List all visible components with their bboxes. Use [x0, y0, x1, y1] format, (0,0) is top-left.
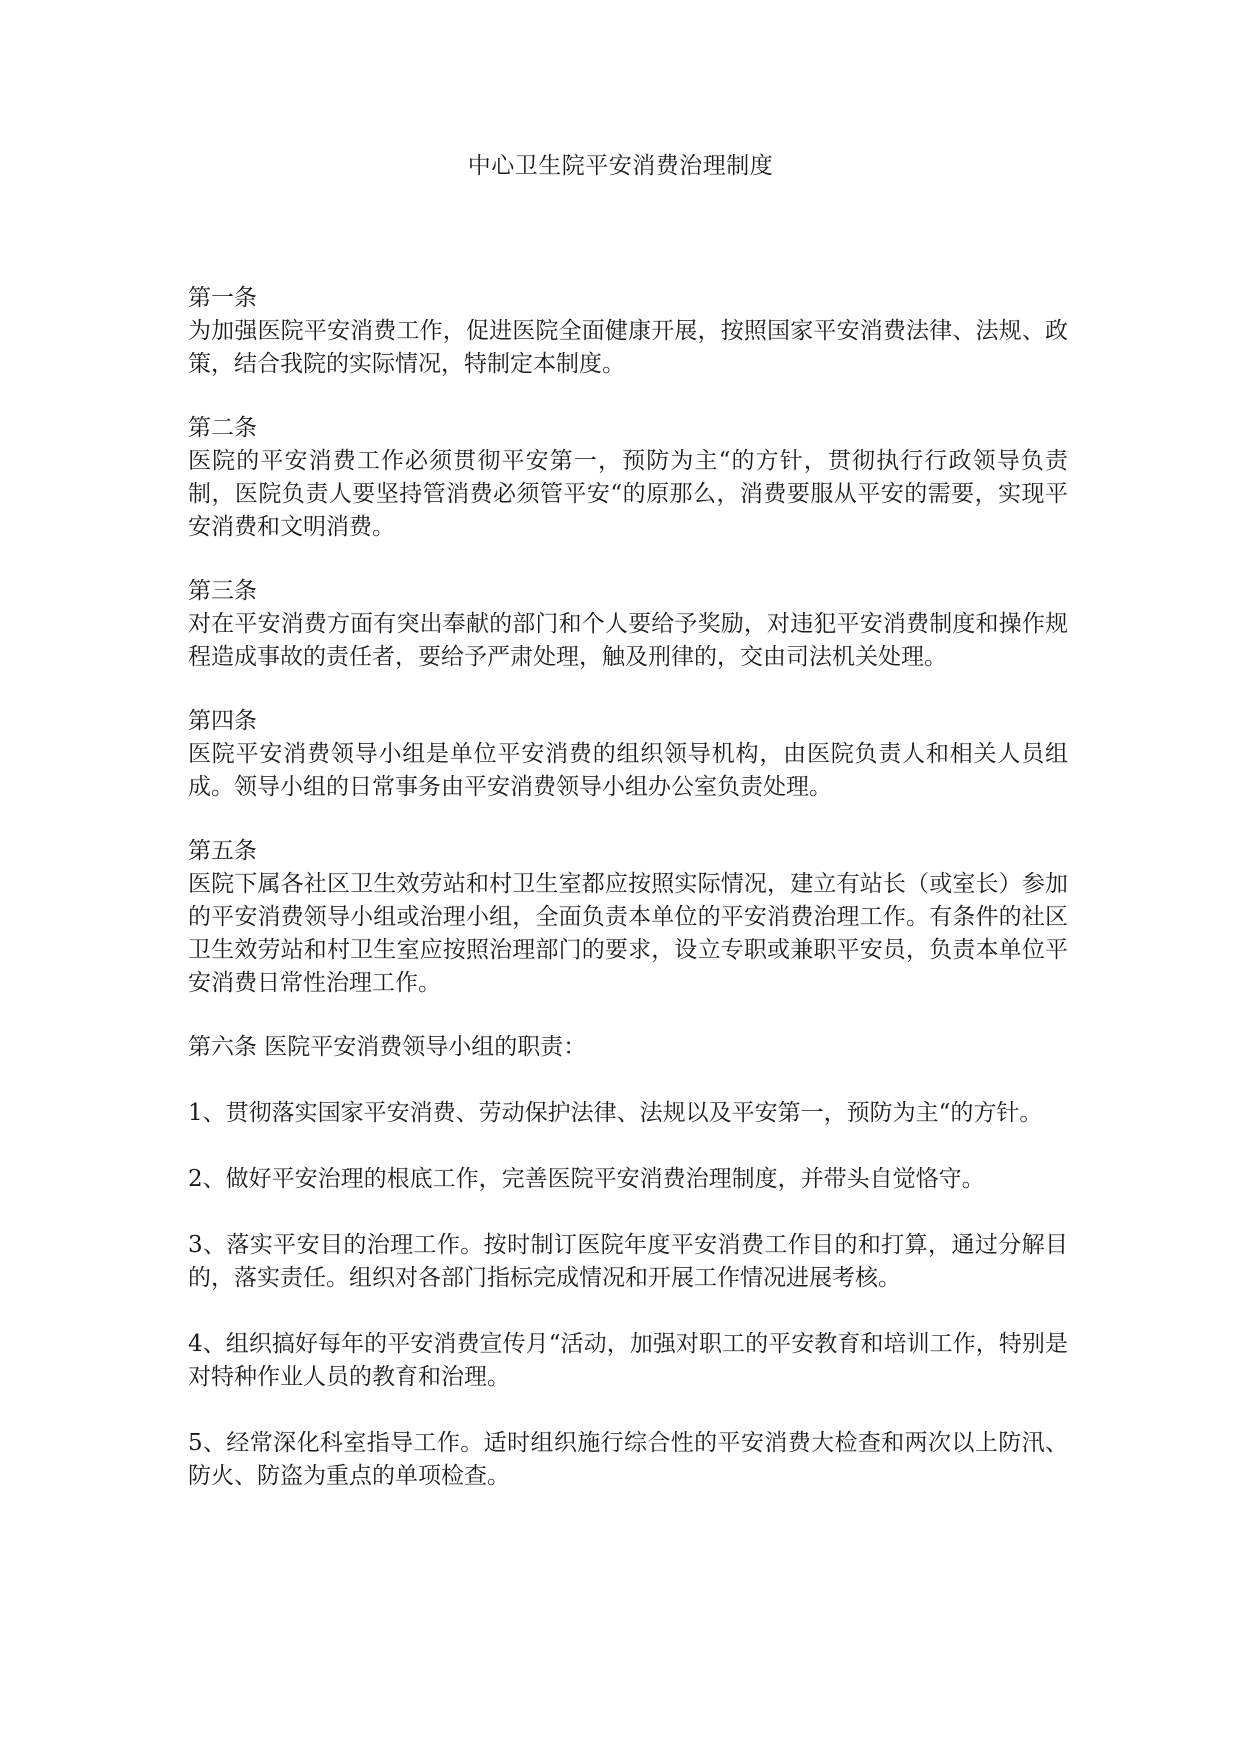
- duty-item-1: 1、贯彻落实国家平安消费、劳动保护法律、法规以及平安第一，预防为主“的方针。: [188, 1100, 1043, 1126]
- document-body: [188, 282, 1068, 1526]
- article-heading: 第二条: [188, 415, 257, 441]
- article-6-heading: 第六条 医院平安消费领导小组的职责：: [188, 1034, 587, 1060]
- article-2: [188, 412, 1068, 544]
- article-text: 医院平安消费领导小组是单位平安消费的组织领导机构，由医院负责人和相关人员组成。领导小组的日常事务由平安消费领导小组办公室负责处理。: [188, 741, 1068, 800]
- duty-item-5: 5、经常深化科室指导工作。适时组织施行综合性的平安消费大检查和两次以上防汛、防火、防盗为重点的单项检查。: [188, 1430, 1068, 1489]
- duty-item-3: 3、落实平安目的治理工作。按时制订医院年度平安消费工作目的和打算，通过分解目的，落实责任。组织对各部门指标完成情况和开展工作情况进展考核。: [188, 1232, 1068, 1291]
- article-text: 医院的平安消费工作必须贯彻平安第一，预防为主“的方针，贯彻执行行政领导负责制，医院负责人要坚持管消费必须管平安“的原那么，消费要服从平安的需要，实现平安消费和文明消费。: [188, 448, 1068, 540]
- article-heading: 第三条: [188, 578, 257, 604]
- article-3: [188, 575, 1068, 674]
- article-4: [188, 705, 1068, 804]
- article-heading: 第五条: [188, 838, 257, 864]
- article-text: 医院下属各社区卫生效劳站和村卫生室都应按照实际情况，建立有站长（或室长）参加的平安消费领导小组或治理小组，全面负责本单位的平安消费治理工作。有条件的社区卫生效劳站和村卫生室应按照治理部门的要求，设立专职或兼职平安员，负责本单位平安消费日常性治理工作。: [188, 871, 1068, 996]
- article-5: [188, 835, 1068, 1000]
- duty-item-4: 4、组织搞好每年的平安消费宣传月“活动，加强对职工的平安教育和培训工作，特别是对特种作业人员的教育和治理。: [188, 1331, 1068, 1390]
- article-text: 为加强医院平安消费工作，促进医院全面健康开展，按照国家平安消费法律、法规、政策，结合我院的实际情况，特制定本制度。: [188, 318, 1068, 377]
- document-title: 中心卫生院平安消费治理制度: [467, 153, 774, 179]
- duty-item-2: 2、做好平安治理的根底工作，完善医院平安消费治理制度，并带头自觉恪守。: [188, 1166, 985, 1192]
- article-heading: 第四条: [188, 708, 257, 734]
- article-1: [188, 282, 1068, 381]
- article-text: 对在平安消费方面有突出奉献的部门和个人要给予奖励，对违犯平安消费制度和操作规程造成事故的责任者，要给予严肃处理，触及刑律的，交由司法机关处理。: [188, 611, 1068, 670]
- article-heading: 第一条: [188, 285, 257, 311]
